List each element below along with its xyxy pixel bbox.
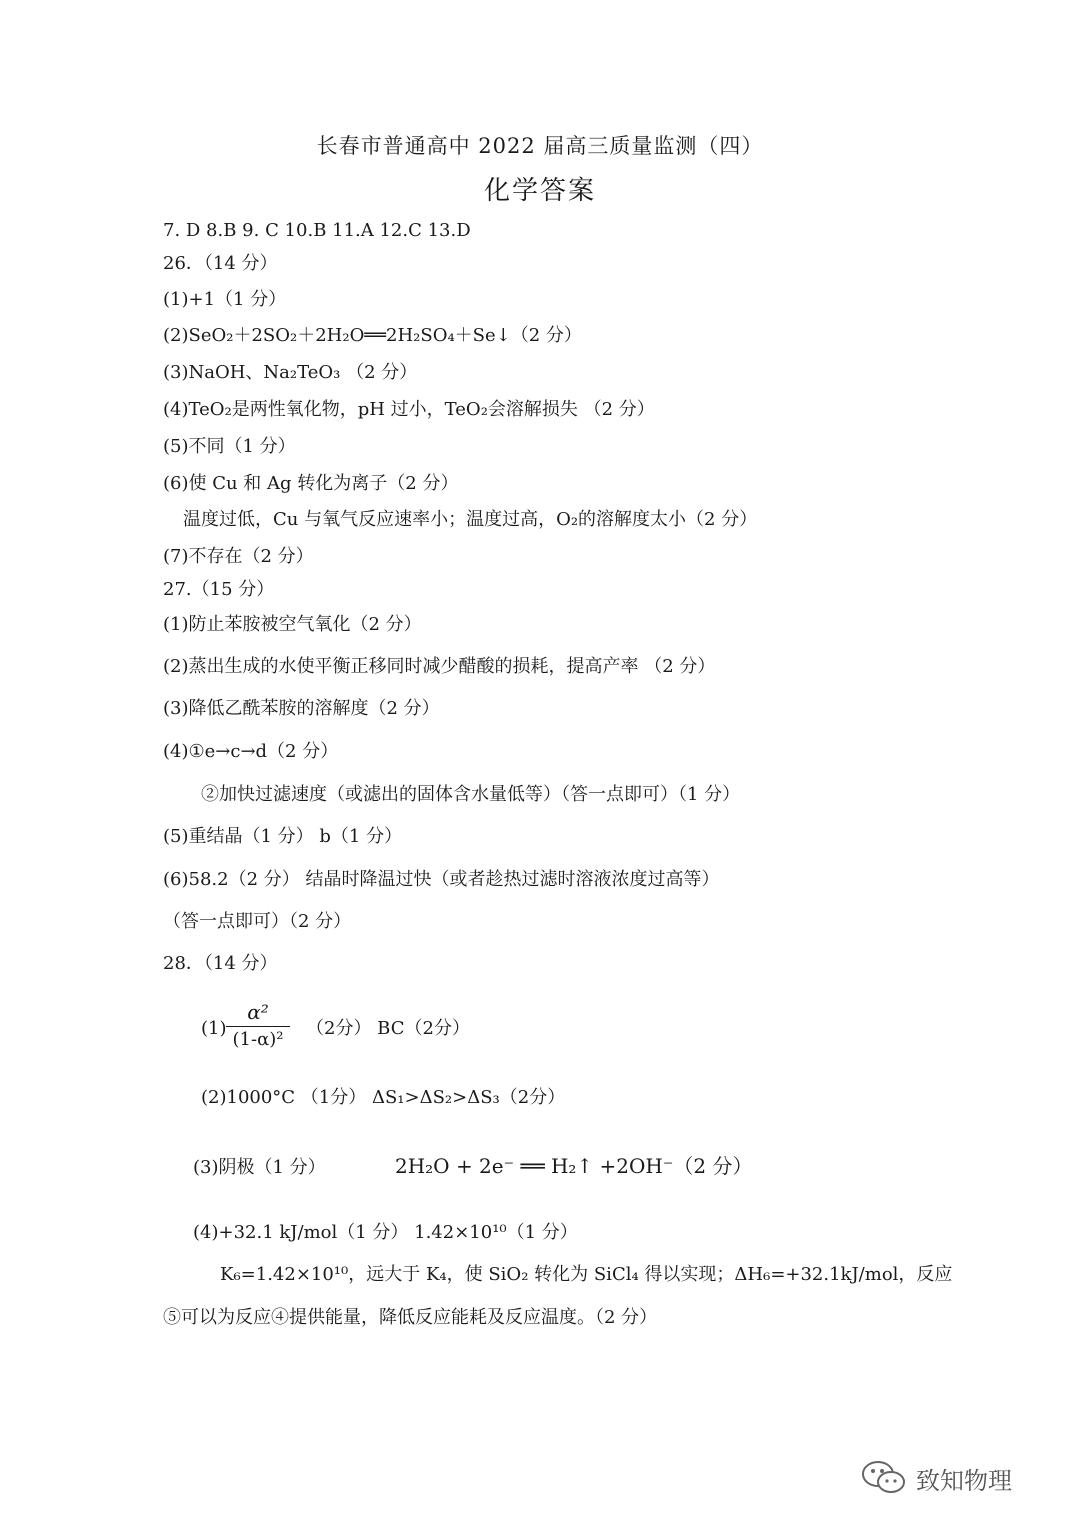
fraction-denominator: (1-α)²	[232, 1029, 284, 1050]
q28-part1-prefix: (1)	[201, 1018, 227, 1039]
q28-part4: (4)+32.1 kJ/mol（1 分） 1.42×10¹⁰（1 分）	[193, 1222, 578, 1243]
q27-line: (5)重结晶（1 分） b（1 分）	[163, 826, 403, 847]
fraction-numerator: α²	[247, 1000, 269, 1024]
q26-line: (5)不同（1 分）	[163, 436, 296, 457]
q28-part4-explanation: ⑤可以为反应④提供能量，降低反应能耗及反应温度。（2 分）	[163, 1307, 658, 1328]
choice-answers: 7. D 8.B 9. C 10.B 11.A 12.C 13.D	[163, 220, 471, 241]
equilibrium-fraction	[226, 1000, 290, 1051]
q27-line: (2)蒸出生成的水使平衡正移同时减少醋酸的损耗，提高产率 （2 分）	[163, 656, 716, 677]
q27-line: （答一点即可）（2 分）	[163, 911, 352, 932]
q28-part1-rest: （2分） BC（2分）	[306, 1018, 470, 1039]
q28-part4-explanation: K₆=1.42×10¹⁰，远大于 K₄，使 SiO₂ 转化为 SiCl₄ 得以实现；ΔH₆=+32.1kJ/mol，反应	[220, 1264, 953, 1285]
page-subtitle: 化学答案	[483, 176, 596, 206]
q26-line: (4)TeO₂是两性氧化物，pH 过小，TeO₂会溶解损失 （2 分）	[163, 399, 655, 420]
watermark-text: 致知物理	[916, 1466, 1012, 1495]
q27-line: (4)①e→c→d（2 分）	[163, 741, 339, 762]
fraction-bar	[226, 1026, 290, 1027]
q28-part2: (2)1000°C （1分） ΔS₁>ΔS₂>ΔS₃（2分）	[201, 1087, 566, 1108]
q28-part3-prefix: (3)阴极（1 分）	[193, 1157, 326, 1178]
page-title: 长春市普通高中 2022 届高三质量监测（四）	[316, 134, 764, 158]
q26-line: (1)+1（1 分）	[163, 289, 287, 310]
q28-part3-equation: 2H₂O + 2e⁻ ══ H₂↑ +2OH⁻（2 分）	[395, 1154, 753, 1178]
q28-heading: 28．（14 分）	[163, 953, 278, 974]
q27-heading: 27.（15 分）	[163, 579, 275, 600]
q26-heading: 26．（14 分）	[163, 253, 278, 274]
q27-line: ②加快过滤速度（或滤出的固体含水量低等）（答一点即可）（1 分）	[201, 784, 741, 805]
q26-line: (6)使 Cu 和 Ag 转化为离子（2 分）	[163, 473, 459, 494]
watermark	[860, 1458, 1012, 1498]
q27-line: (1)防止苯胺被空气氧化（2 分）	[163, 614, 422, 635]
wechat-official-account-icon	[860, 1458, 908, 1498]
q26-line: (2)SeO₂＋2SO₂＋2H₂O══2H₂SO₄＋Se↓（2 分）	[163, 325, 582, 346]
q26-line: 温度过低，Cu 与氧气反应速率小；温度过高，O₂的溶解度太小（2 分）	[183, 509, 758, 530]
q26-line: (3)NaOH、Na₂TeO₃ （2 分）	[163, 362, 418, 383]
q26-line: (7)不存在（2 分）	[163, 546, 314, 567]
q27-line: (6)58.2（2 分） 结晶时降温过快（或者趁热过滤时溶液浓度过高等）	[163, 869, 720, 890]
q27-line: (3)降低乙酰苯胺的溶解度（2 分）	[163, 698, 440, 719]
